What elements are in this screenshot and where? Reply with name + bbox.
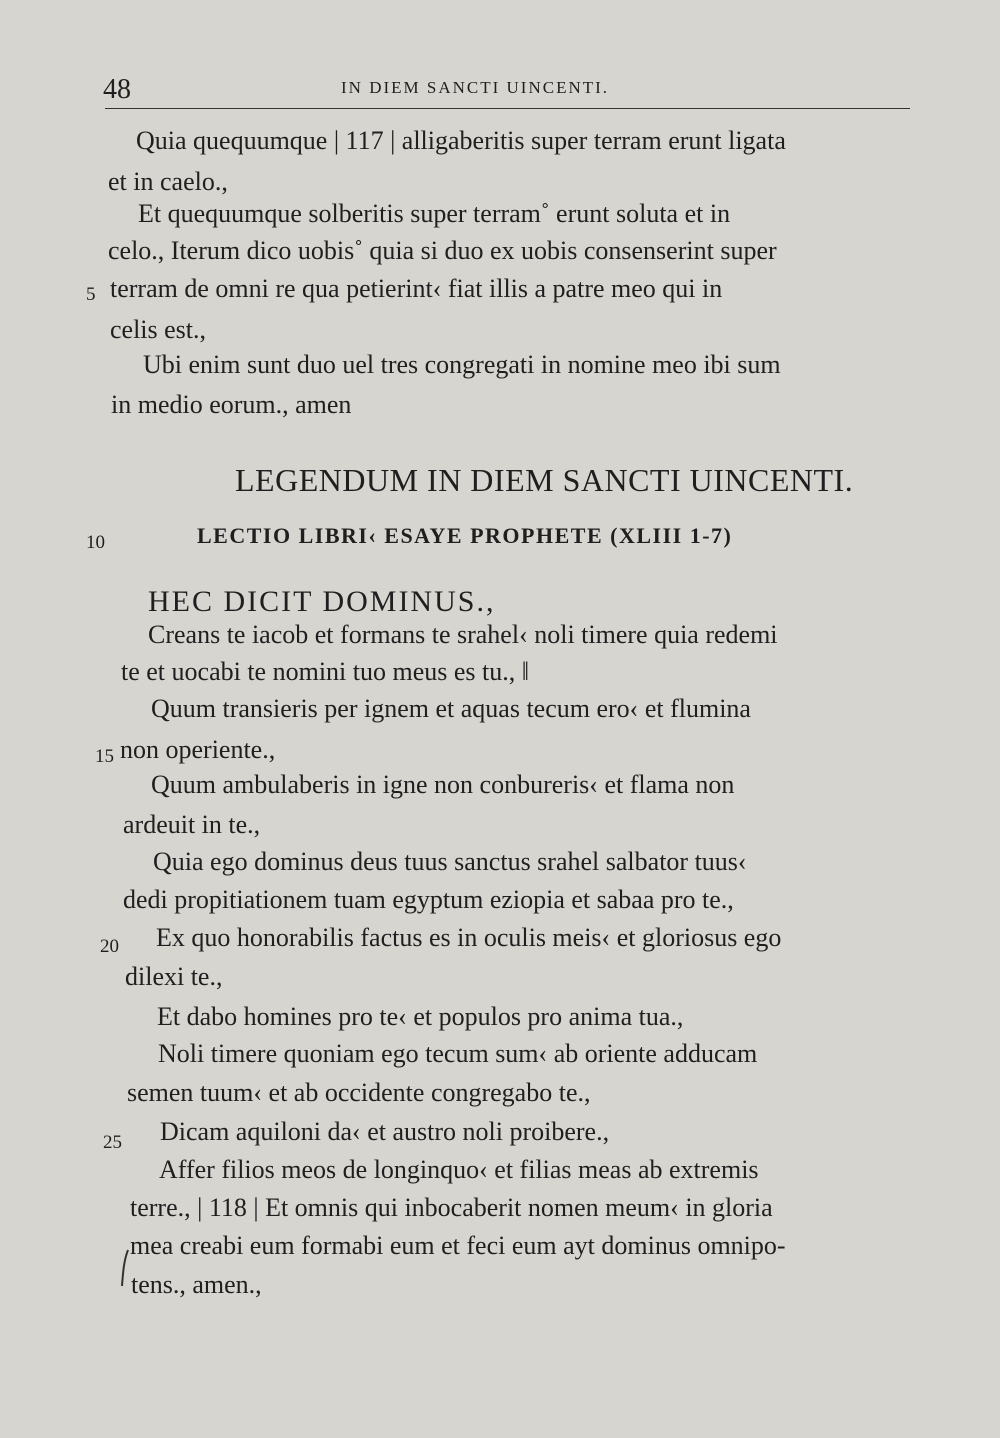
page-number: 48 (103, 74, 131, 105)
text-line: Quia ego dominus deus tuus sanctus srahel salbator tuus‹ (153, 847, 747, 876)
text-line: terram de omni re qua petierint‹ fiat illis a patre meo qui in (110, 274, 723, 303)
running-head: IN DIEM SANCTI UINCENTI. (341, 78, 610, 97)
text-line: Et quequumque solberitis super terram˚ erunt soluta et in (138, 199, 731, 228)
text-line: Quum ambulaberis in igne non conbureris‹ et flama non (151, 770, 735, 799)
line-number: 15 (95, 746, 114, 767)
text-line: dilexi te., (125, 962, 223, 991)
line-number: 25 (103, 1132, 122, 1153)
text-line: celo., Iterum dico uobis˚ quia si duo ex uobis consenserint super (108, 236, 777, 265)
text-line: Et dabo homines pro te‹ et populos pro anima tua., (157, 1002, 684, 1031)
text-line: et in caelo., (108, 167, 228, 196)
text-line: Quum transieris per ignem et aquas tecum ero‹ et flumina (151, 694, 751, 723)
text-line: ardeuit in te., (123, 810, 261, 839)
line-number: 20 (100, 936, 119, 957)
text-line: Dicam aquiloni da‹ et austro noli proibere., (160, 1117, 610, 1146)
line-number: 10 (86, 532, 105, 553)
text-line: te et uocabi te nomini tuo meus es tu., ‖ (121, 657, 530, 686)
text-line: mea creabi eum formabi eum et feci eum ayt dominus omnipo- (130, 1231, 786, 1260)
line-number: 5 (86, 284, 96, 305)
text-line: Ubi enim sunt duo uel tres congregati in nomine meo ibi sum (143, 350, 781, 379)
incipit: HEC DICIT DOMINUS., (148, 585, 496, 618)
page-header (103, 72, 911, 112)
section-subtitle: LECTIO LIBRI‹ ESAYE PROPHETE (XLIII 1-7) (197, 523, 733, 548)
text-line: terre., | 118 | Et omnis qui inbocaberit nomen meum‹ in gloria (130, 1193, 773, 1222)
text-line: Noli timere quoniam ego tecum sum‹ ab oriente adducam (158, 1039, 758, 1068)
text-line: non operiente., (120, 735, 276, 764)
text-line: semen tuum‹ et ab occidente congregabo te., (127, 1078, 591, 1107)
text-line: Affer filios meos de longinquo‹ et filias meas ab extremis (159, 1155, 759, 1184)
text-line: tens., amen., (131, 1270, 262, 1299)
text-line: Ex quo honorabilis factus es in oculis meis‹ et gloriosus ego (156, 923, 782, 952)
text-line: Creans te iacob et formans te srahel‹ noli timere quia redemi (148, 620, 778, 649)
section-title: LEGENDUM IN DIEM SANCTI UINCENTI. (235, 462, 854, 498)
text-line: Quia quequumque | 117 | alligaberitis super terram erunt ligata (136, 126, 786, 155)
text-line: in medio eorum., amen (111, 390, 352, 419)
header-rule (105, 108, 910, 109)
text-line: celis est., (110, 315, 207, 344)
text-line: dedi propitiationem tuam egyptum eziopia et sabaa pro te., (123, 885, 734, 914)
margin-mark-icon (118, 1248, 132, 1290)
